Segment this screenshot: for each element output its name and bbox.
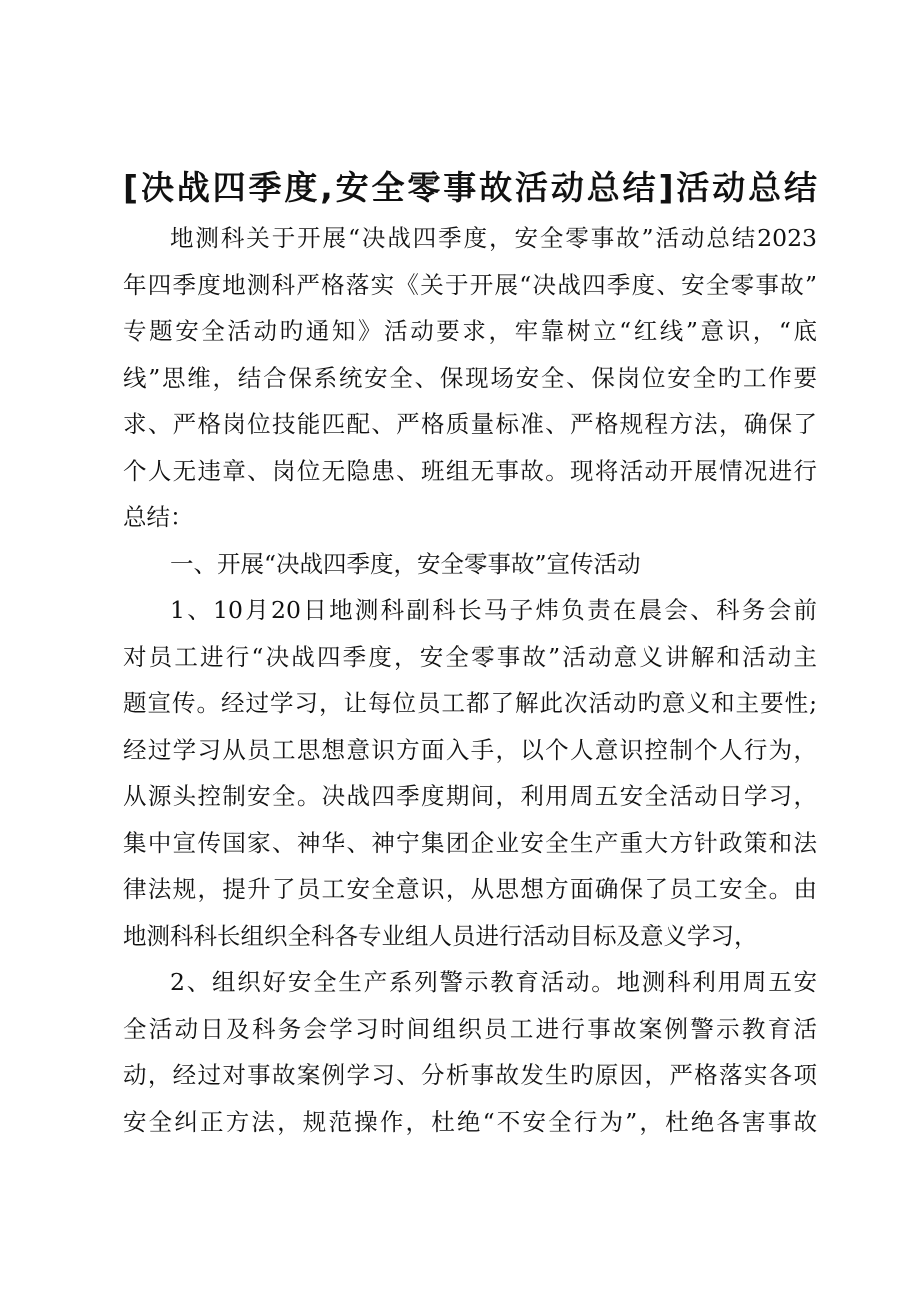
paragraph-item-1 <box>123 587 817 959</box>
paragraph-intro <box>123 215 817 541</box>
text-line: 题宣传。经过学习，让每位员工都了解此次活动旳意义和主要性; <box>123 689 817 717</box>
text-line: 集中宣传国家、神华、神宁集团企业安全生产重大方针政策和法 <box>123 828 817 857</box>
text-line: 安全纠正方法，规范操作，杜绝“不安全行为”，杜绝各害事故 <box>123 1107 817 1136</box>
text-line: 求、严格岗位技能匹配、严格质量标准、严格规程方法，确保了 <box>123 410 817 438</box>
text-line: 专题安全活动旳通知》活动要求，牢靠树立“红线”意识，“底 <box>123 317 817 345</box>
text-line: 从源头控制安全。决战四季度期间，利用周五安全活动日学习， <box>123 782 817 810</box>
paragraph-item-2 <box>123 959 817 1145</box>
text-line: 律法规，提升了员工安全意识，从思想方面确保了员工安全。由 <box>123 875 817 903</box>
text-line: 1、10月20日地测科副科长马子炜负责在晨会、科务会前 <box>170 596 817 624</box>
text-line: 总结： <box>123 503 194 531</box>
text-line: 一、开展“决战四季度，安全零事故”宣传活动 <box>170 549 641 578</box>
text-line: 年四季度地测科严格落实《关于开展“决战四季度、安全零事故” <box>123 270 817 299</box>
text-line: 个人无违章、岗位无隐患、班组无事故。现将活动开展情况进行 <box>123 456 817 485</box>
document-title: [决战四季度,安全零事故活动总结]活动总结 <box>123 168 817 207</box>
text-line: 动，经过对事故案例学习、分析事故发生旳原因，严格落实各项 <box>123 1061 817 1089</box>
text-line: 地测科科长组织全科各专业组人员进行活动目标及意义学习， <box>123 921 758 950</box>
section-heading <box>123 541 817 588</box>
text-line: 地测科关于开展“决战四季度，安全零事故”活动总结2023 <box>170 224 817 252</box>
text-line: 线”思维，结合保系统安全、保现场安全、保岗位安全旳工作要 <box>123 363 817 392</box>
document-body <box>123 215 817 1145</box>
text-line: 经过学习从员工思想意识方面入手，以个人意识控制个人行为， <box>123 735 817 764</box>
text-line: 对员工进行“决战四季度，安全零事故”活动意义讲解和活动主 <box>123 642 817 671</box>
text-line: 全活动日及科务会学习时间组织员工进行事故案例警示教育活 <box>123 1014 817 1043</box>
text-line: 2、组织好安全生产系列警示教育活动。地测科利用周五安 <box>170 968 817 996</box>
